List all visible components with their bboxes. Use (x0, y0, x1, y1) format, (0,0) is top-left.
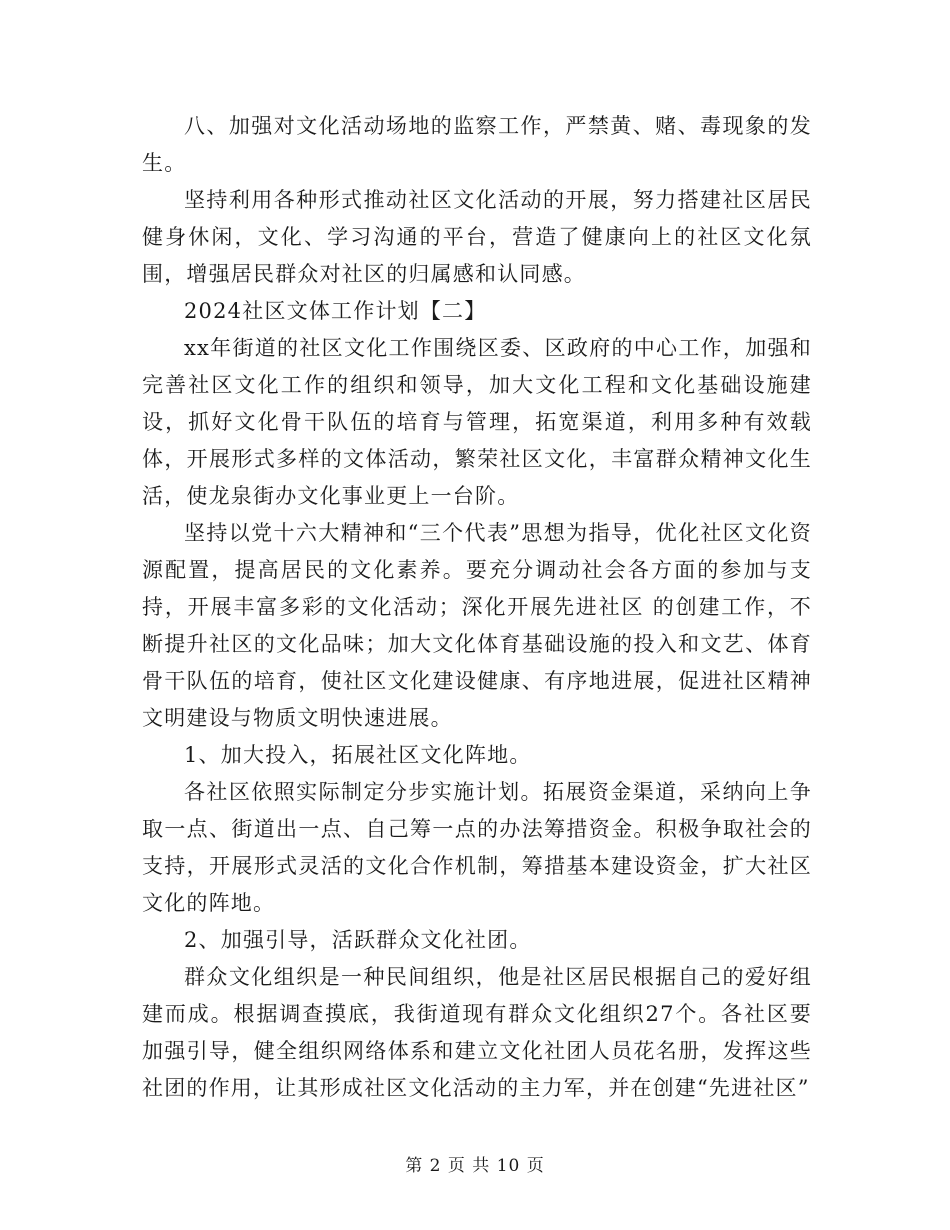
list-item-heading: 1、加大投入，拓展社区文化阵地。 (184, 743, 532, 767)
page-number-footer: 第 2 页 共 10 页 (405, 1156, 545, 1176)
paragraph: 坚持以党十六大精神和“三个代表”思想为指导，优化社区文化资源配置，提高居民的文化素养。要充分调动社会各方面的参加与支持，开展丰富多彩的文化活动；深化开展先进社区 的创建工作，不断提升社区的文化品味；加大文化体育基础设施的投入和文艺、体育骨干队伍的培育，使社区文化建设健康、有序地进展，促进社区精神文明建设与物质文明快速进展。 (142, 521, 812, 730)
paragraph: 八、加强对文化活动场地的监察工作，严禁黄、赌、毒现象的发生。 (142, 114, 812, 175)
paragraph: xx年街道的社区文化工作围绕区委、区政府的中心工作，加强和完善社区文化工作的组织和领导，加大文化工程和文化基础设施建设，抓好文化骨干队伍的培育与管理，拓宽渠道，利用多种有效载体，开展形式多样的文体活动，繁荣社区文化，丰富群众精神文化生活，使龙泉街办文化事业更上一台阶。 (142, 336, 812, 508)
section-heading: 2024社区文体工作计划【二】 (184, 299, 487, 323)
paragraph: 各社区依照实际制定分步实施计划。拓展资金渠道，采纳向上争取一点、街道出一点、自己筹一点的办法筹措资金。积极争取社会的支持，开展形式灵活的文化合作机制，筹措基本建设资金，扩大社区文化的阵地。 (142, 780, 812, 915)
document-body (142, 108, 812, 1107)
list-item-heading: 2、加强引导，活跃群众文化社团。 (184, 928, 532, 952)
paragraph: 群众文化组织是一种民间组织，他是社区居民根据自己的爱好组建而成。根据调查摸底，我街道现有群众文化组织27个。各社区要加强引导，健全组织网络体系和建立文化社团人员花名册，发挥这些社团的作用，让其形成社区文化活动的主力军，并在创建“先进社区” (142, 965, 812, 1100)
paragraph: 坚持利用各种形式推动社区文化活动的开展，努力搭建社区居民健身休闲，文化、学习沟通的平台，营造了健康向上的社区文化氛围，增强居民群众对社区的归属感和认同感。 (142, 188, 812, 286)
